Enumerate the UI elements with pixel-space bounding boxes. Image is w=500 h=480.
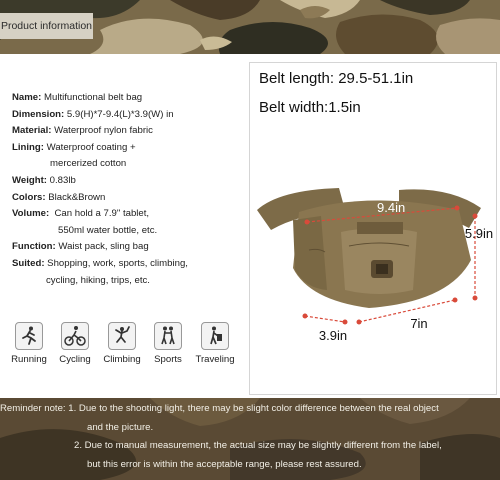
activity-icons bbox=[6, 322, 236, 372]
spec-material: Material: Waterproof nylon fabric bbox=[12, 125, 153, 137]
spec-lining: Lining: Waterproof coating + bbox=[12, 141, 136, 153]
spec-volume: Volume: Can hold a 7.9" tablet, bbox=[12, 208, 150, 220]
sports-icon bbox=[154, 322, 182, 350]
dim-length-label: 9.4in bbox=[377, 200, 406, 215]
traveling-icon bbox=[201, 322, 229, 350]
spec-name: Name: Multifunctional belt bag bbox=[12, 92, 143, 103]
reminder-line-2: and the picture. bbox=[87, 421, 154, 433]
activity-running: Running bbox=[6, 322, 52, 365]
spec-suited: Suited: Shopping, work, sports, climbing, bbox=[12, 257, 188, 269]
belt-bag-photo bbox=[249, 150, 497, 345]
spec-weight: Weight: 0.83lb bbox=[12, 174, 76, 186]
spec-lining-cont: mercerized cotton bbox=[50, 158, 127, 170]
activity-sports: Sports bbox=[145, 322, 191, 365]
spec-volume-cont: 550ml water bottle, etc. bbox=[58, 224, 158, 236]
dim-width-label: 3.9in bbox=[318, 328, 348, 343]
product-information-tab: Product information bbox=[0, 13, 93, 39]
reminder-line-1: Reminder note: 1. Due to the shooting light, there may be slight color difference between the real object bbox=[0, 403, 439, 414]
dim-depth-label: 7in bbox=[410, 316, 428, 331]
dim-height-label: 5.9in bbox=[464, 226, 494, 241]
reminder-text bbox=[0, 400, 500, 474]
spec-colors: Colors: Black&Brown bbox=[12, 191, 106, 203]
reminder-line-3: 2. Due to manual measurement, the actual size may be slightly different from the label, bbox=[74, 440, 442, 451]
activity-traveling: Traveling bbox=[192, 322, 238, 365]
spec-function: Function: Waist pack, sling bag bbox=[12, 241, 149, 253]
spec-list bbox=[12, 90, 244, 289]
belt-width-label: Belt width:1.5in bbox=[259, 99, 361, 116]
belt-length-label: Belt length: 29.5-51.1in bbox=[259, 70, 414, 87]
width-guide-line bbox=[305, 316, 345, 322]
cycling-icon bbox=[61, 322, 89, 350]
activity-climbing: Climbing bbox=[99, 322, 145, 365]
climbing-icon bbox=[108, 322, 136, 350]
spec-dimension: Dimension: 5.9(H)*7-9.4(L)*3.9(W) in bbox=[12, 108, 174, 120]
spec-suited-cont: cycling, hiking, trips, etc. bbox=[46, 274, 150, 286]
running-icon bbox=[15, 322, 43, 350]
camo-header-banner bbox=[0, 0, 500, 54]
activity-cycling: Cycling bbox=[52, 322, 98, 365]
reminder-line-4: but this error is within the acceptable range, please rest assured. bbox=[87, 458, 362, 470]
